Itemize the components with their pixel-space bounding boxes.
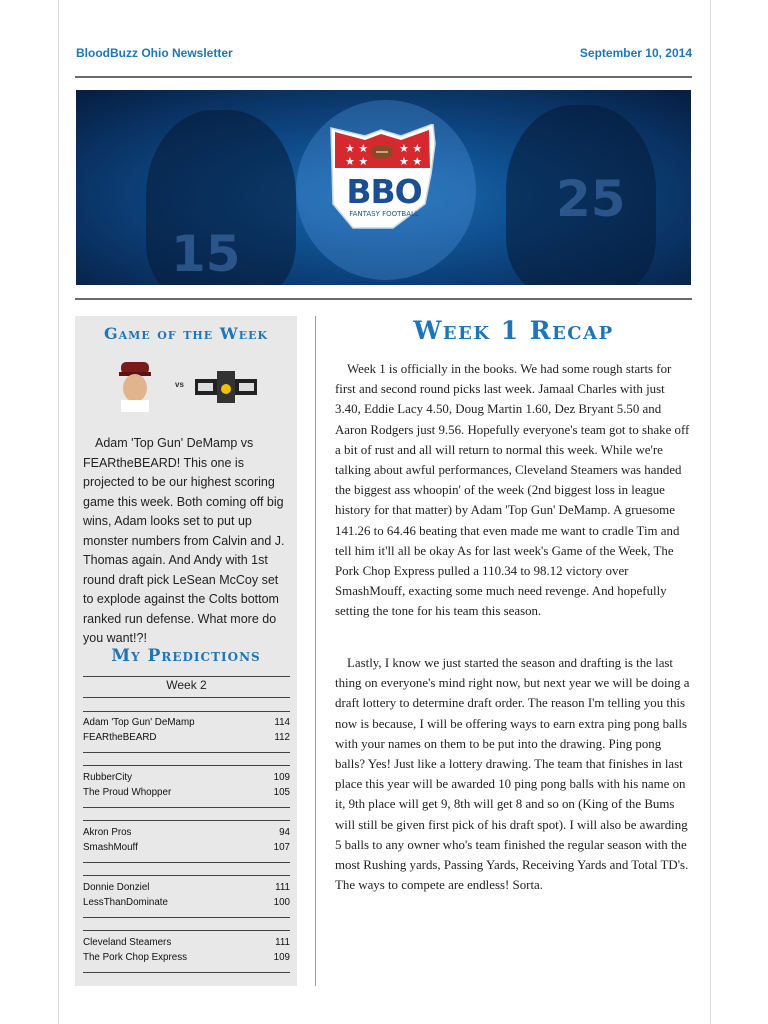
team-score: 112: [274, 732, 290, 743]
matchup-rule: [83, 765, 290, 766]
recap-paragraph-1: Week 1 is officially in the books. We had some rough starts for first and second round picks last week. Jamaal Charles with just 3.40, Eddie Lacy 4.50, Doug Martin 1.60, Dez Bryant 5.50 and Aaron Rodgers just 9.56. Hopefully everyone's team got to shake off a bit of rust and all will return to normal this week. While we're talking about awful performances, Cleveland Steamers was handed the biggest ass whoopin' of the week (2nd biggest loss in league history for that matter) by Adam 'Top Gun' DeMamp. A gruesome 141.26 to 64.46 beating that even made me want to cradle Tim and tell him it'll all be okay As for last week's Game of the Week, The Pork Chop Express pulled a 110.34 to 98.12 victory over SmashMouff, exacting some much need revenge. And hopefully setting the tone for his team this season.: [335, 362, 690, 619]
header-rule: [75, 76, 692, 78]
svg-text:★ ★: ★ ★: [399, 155, 423, 168]
left-jersey-number: 15: [171, 225, 241, 283]
svg-text:★ ★: ★ ★: [399, 142, 423, 155]
predictions-rule: [83, 697, 290, 698]
matchup-rule: [83, 820, 290, 821]
team-name: LessThanDominate: [83, 897, 168, 908]
team-name: SmashMouff: [83, 842, 138, 853]
logo-text: BBO: [346, 172, 422, 211]
logo-subtext: FANTASY FOOTBALL: [349, 210, 419, 218]
team-name: RubberCity: [83, 772, 133, 783]
team-name: Akron Pros: [83, 827, 132, 838]
vs-label: vs: [175, 380, 184, 389]
predictions-title: My Predictions: [111, 646, 261, 666]
recap-paragraph-2: Lastly, I know we just started the season and drafting is the last thing on everyone's mind right now, but next year we will be doing a draft lottery to determine draft order. The reason I'm telling you this now is because, I will be offering ways to earn extra ping pong balls with your names on them to be put into the drawing. Ping pong balls? Yes! Just like a lottery drawing. The team that finishes in last place this year will be awarded 10 ping pong balls with his name on it, 9th place will get 9, 8th will get 8 and so on (King of the Bums will still be given first pick of his draft spot). I will also be awarding 5 balls to any owner who's team finished the regular season with the most Rushing yards, Passing Yards, Receiving Yards and Total TD's. The ways to compete are endless! Sorta.: [335, 656, 690, 893]
predictions-rule: [83, 676, 290, 677]
newsletter-date: September 10, 2014: [579, 46, 692, 60]
game-of-week-text: Adam 'Top Gun' DeMamp vs FEARtheBEARD! This one is projected to be our highest scoring game this week. Both coming off big wins, Adam looks set to put up monster numbers from Calvin and J. Thomas again. And Andy with 1st round draft pick LeSean McCoy set to explode against the Colts bottom ranked run defense. What more do you want!?!: [83, 436, 285, 645]
banner-rule: [75, 298, 692, 300]
team-name: The Pork Chop Express: [83, 952, 188, 963]
team-score: 114: [274, 717, 290, 728]
team-score: 111: [275, 937, 290, 948]
svg-text:★ ★: ★ ★: [345, 155, 369, 168]
team-name: Donnie Donziel: [83, 882, 150, 893]
team-score: 109: [273, 952, 290, 963]
page-edge-right: [710, 0, 711, 1024]
player-avatar: [117, 360, 153, 412]
matchup-rule: [83, 972, 290, 973]
team-name: Cleveland Steamers: [83, 937, 172, 948]
team-name: FEARtheBEARD: [83, 732, 157, 743]
newsletter-name: BloodBuzz Ohio Newsletter: [76, 46, 233, 60]
game-of-week-title: Game of the Week: [103, 324, 269, 343]
recap-title: Week 1 Recap: [413, 316, 614, 345]
matchup-rule: [83, 752, 290, 753]
sidebar: [75, 316, 297, 986]
predictions-week: Week 2: [166, 678, 207, 692]
team-name: Adam 'Top Gun' DeMamp: [83, 717, 195, 728]
team-score: 100: [273, 897, 290, 908]
team-name: The Proud Whopper: [83, 787, 172, 798]
matchup-rule: [83, 807, 290, 808]
matchup-rule: [83, 875, 290, 876]
newsletter-header: [76, 46, 692, 66]
svg-text:★ ★: ★ ★: [345, 142, 369, 155]
team-score: 109: [273, 772, 290, 783]
header-banner: [76, 90, 691, 285]
column-divider: [315, 316, 316, 986]
fear-the-beard-badge: [195, 371, 257, 403]
matchup-rule: [83, 930, 290, 931]
team-score: 111: [275, 882, 290, 893]
right-jersey-number: 25: [556, 170, 626, 228]
page-edge-left: [58, 0, 59, 1024]
matchup-rule: [83, 711, 290, 712]
matchup-rule: [83, 917, 290, 918]
team-score: 94: [279, 827, 290, 838]
team-score: 105: [273, 787, 290, 798]
matchup-rule: [83, 862, 290, 863]
team-score: 107: [273, 842, 290, 853]
